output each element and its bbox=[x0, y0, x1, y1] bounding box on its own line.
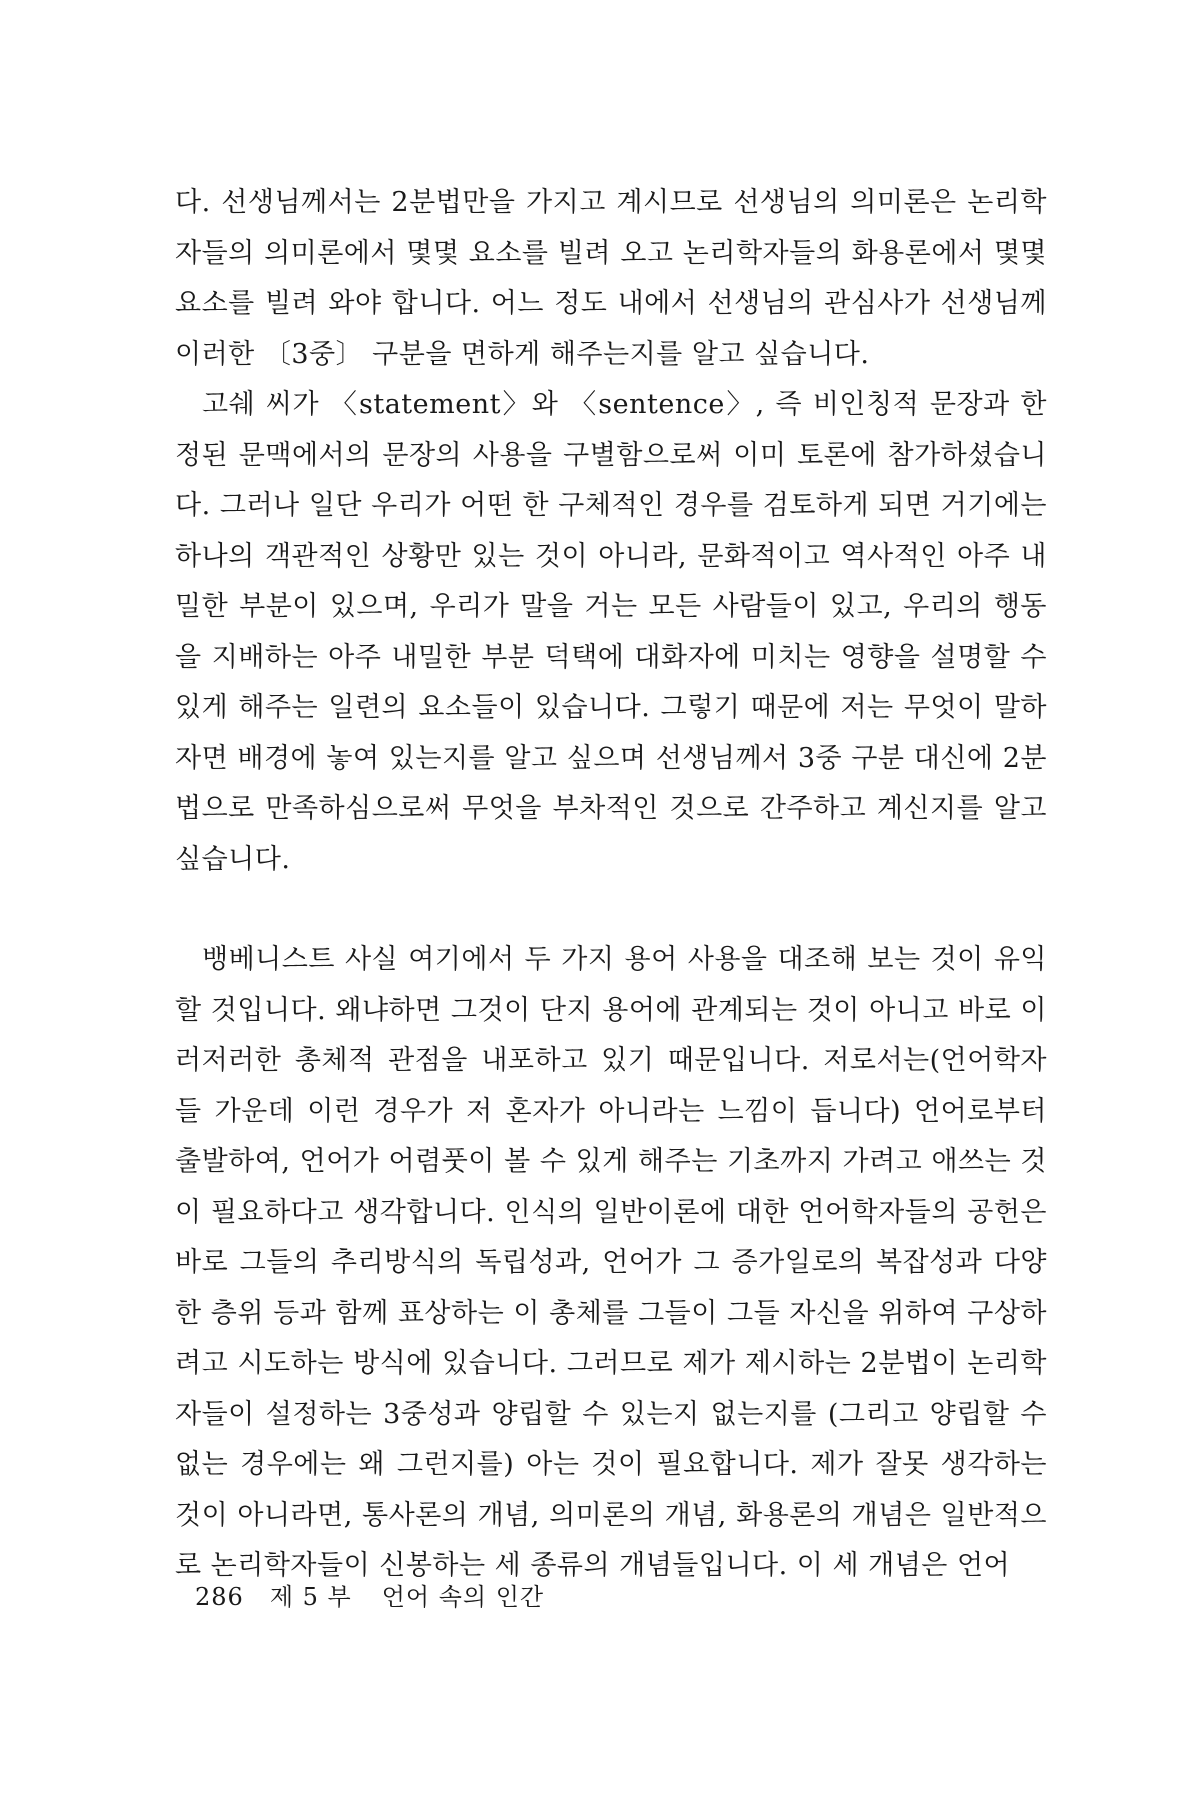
paragraph-continuation: 다. 선생님께서는 2분법만을 가지고 계시므로 선생님의 의미론은 논리학자들의 의미론에서 몇몇 요소를 빌려 오고 논리학자들의 화용론에서 몇몇 요소를 빌려 와야 합니다. 어느 정도 내에서 선생님의 관심사가 선생님께 이러한 〔3중〕 구분을 면하게 해주는지를 알고 싶습니다. bbox=[175, 187, 1047, 370]
paragraph-gauche-remark: 고쉐 씨가 〈statement〉와 〈sentence〉, 즉 비인칭적 문장과 한정된 문맥에서의 문장의 사용을 구별함으로써 이미 토론에 참가하셨습니다. 그러나 일단 우리가 어떤 한 구체적인 경우를 검토하게 되면 거기에는 하나의 객관적인 상황만 있는 것이 아니라, 문화적이고 역사적인 아주 내밀한 부분이 있으며, 우리가 말을 거는 모든 사람들이 있고, 우리의 행동을 지배하는 아주 내밀한 부분 덕택에 대화자에 미치는 영향을 설명할 수 있게 해주는 일련의 요소들이 있습니다. 그렇기 때문에 저는 무엇이 말하자면 배경에 놓여 있는지를 알고 싶으며 선생님께서 3중 구분 대신에 2분법으로 만족하심으로써 무엇을 부차적인 것으로 간주하고 계신지를 알고 싶습니다. bbox=[175, 389, 1047, 875]
part-title: 언어 속의 인간 bbox=[381, 1583, 545, 1611]
page-number: 286 bbox=[195, 1583, 244, 1611]
page-body bbox=[175, 178, 1047, 1592]
paragraph-gap bbox=[175, 885, 1047, 935]
paragraph-benveniste-reply: 뱅베니스트 사실 여기에서 두 가지 용어 사용을 대조해 보는 것이 유익할 것입니다. 왜냐하면 그것이 단지 용어에 관계되는 것이 아니고 바로 이러저러한 총체적 관점을 내포하고 있기 때문입니다. 저로서는(언어학자들 가운데 이런 경우가 저 혼자가 아니라는 느낌이 듭니다) 언어로부터 출발하여, 언어가 어렴풋이 볼 수 있게 해주는 기초까지 가려고 애쓰는 것이 필요하다고 생각합니다. 인식의 일반이론에 대한 언어학자들의 공헌은 바로 그들의 추리방식의 독립성과, 언어가 그 증가일로의 복잡성과 다양한 층위 등과 함께 표상하는 이 총체를 그들이 그들 자신을 위하여 구상하려고 시도하는 방식에 있습니다. 그러므로 제가 제시하는 2분법이 논리학자들이 설정하는 3중성과 양립할 수 있는지 없는지를 (그리고 양립할 수 없는 경우에는 왜 그런지를) 아는 것이 필요합니다. 제가 잘못 생각하는 것이 아니라면, 통사론의 개념, 의미론의 개념, 화용론의 개념은 일반적으로 논리학자들이 신봉하는 세 종류의 개념들입니다. 이 세 개념은 언어 bbox=[175, 944, 1047, 1581]
page-footer bbox=[195, 1577, 544, 1612]
part-label: 제 5 부 bbox=[269, 1583, 352, 1611]
